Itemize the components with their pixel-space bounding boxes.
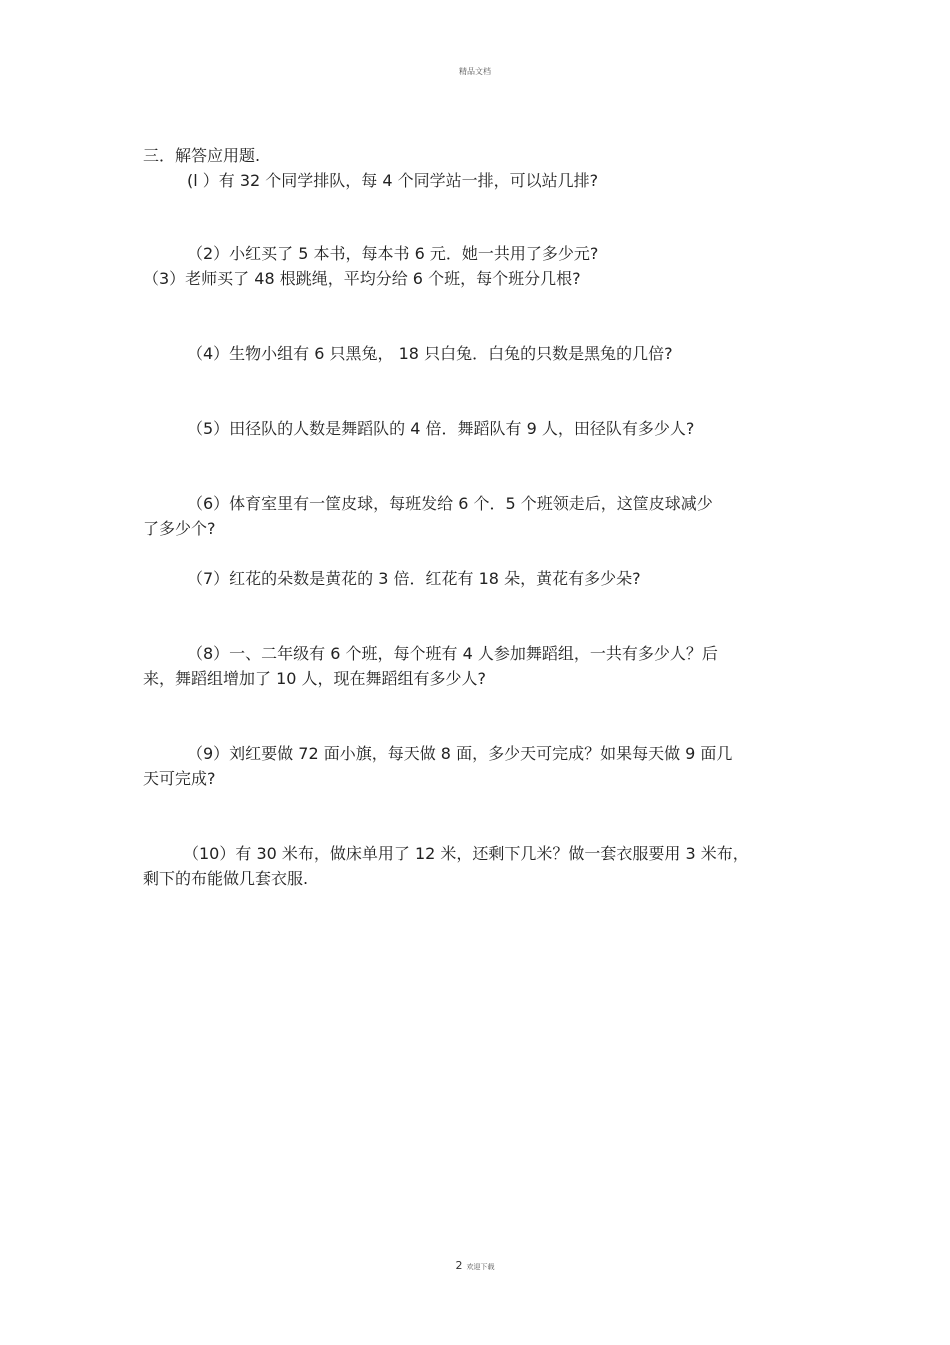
question-6-line-1: （6）体育室里有一筐皮球，每班发给 6 个．5 个班领走后，这筐皮球减少 bbox=[187, 494, 713, 513]
question-5: （5）田径队的人数是舞蹈队的 4 倍．舞蹈队有 9 人，田径队有多少人? bbox=[187, 419, 695, 438]
question-4: （4）生物小组有 6 只黑兔， 18 只白兔．白兔的只数是黑兔的几倍? bbox=[187, 344, 673, 363]
question-10-line-2: 剩下的布能做几套衣服. bbox=[143, 869, 309, 888]
question-8-line-1: （8）一、二年级有 6 个班，每个班有 4 人参加舞蹈组，一共有多少人？后 bbox=[187, 644, 718, 663]
footer-text: 欢迎下载 bbox=[466, 1263, 495, 1271]
question-8-line-2: 来，舞蹈组增加了 10 人，现在舞蹈组有多少人? bbox=[143, 669, 487, 688]
page-footer bbox=[0, 1259, 950, 1272]
section-title: 三．解答应用题. bbox=[143, 146, 261, 165]
question-9-line-1: （9）刘红要做 72 面小旗，每天做 8 面，多少天可完成？如果每天做 9 面几 bbox=[187, 744, 733, 763]
question-10-line-1: （10）有 30 米布，做床单用了 12 米，还剩下几米？做一套衣服要用 3 米布， bbox=[183, 844, 749, 863]
question-2: （2）小红买了 5 本书，每本书 6 元．她一共用了多少元? bbox=[187, 244, 599, 263]
question-7: （7）红花的朵数是黄花的 3 倍．红花有 18 朵，黄花有多少朵? bbox=[187, 569, 641, 588]
question-6-line-2: 了多少个? bbox=[143, 519, 216, 538]
page-header: 精品文档 bbox=[459, 67, 491, 76]
question-1: (l ）有 32 个同学排队，每 4 个同学站一排，可以站几排? bbox=[187, 171, 599, 190]
question-9-line-2: 天可完成? bbox=[143, 769, 216, 788]
page-number: 2 bbox=[455, 1259, 463, 1272]
question-3: （3）老师买了 48 根跳绳，平均分给 6 个班，每个班分几根? bbox=[143, 269, 581, 288]
